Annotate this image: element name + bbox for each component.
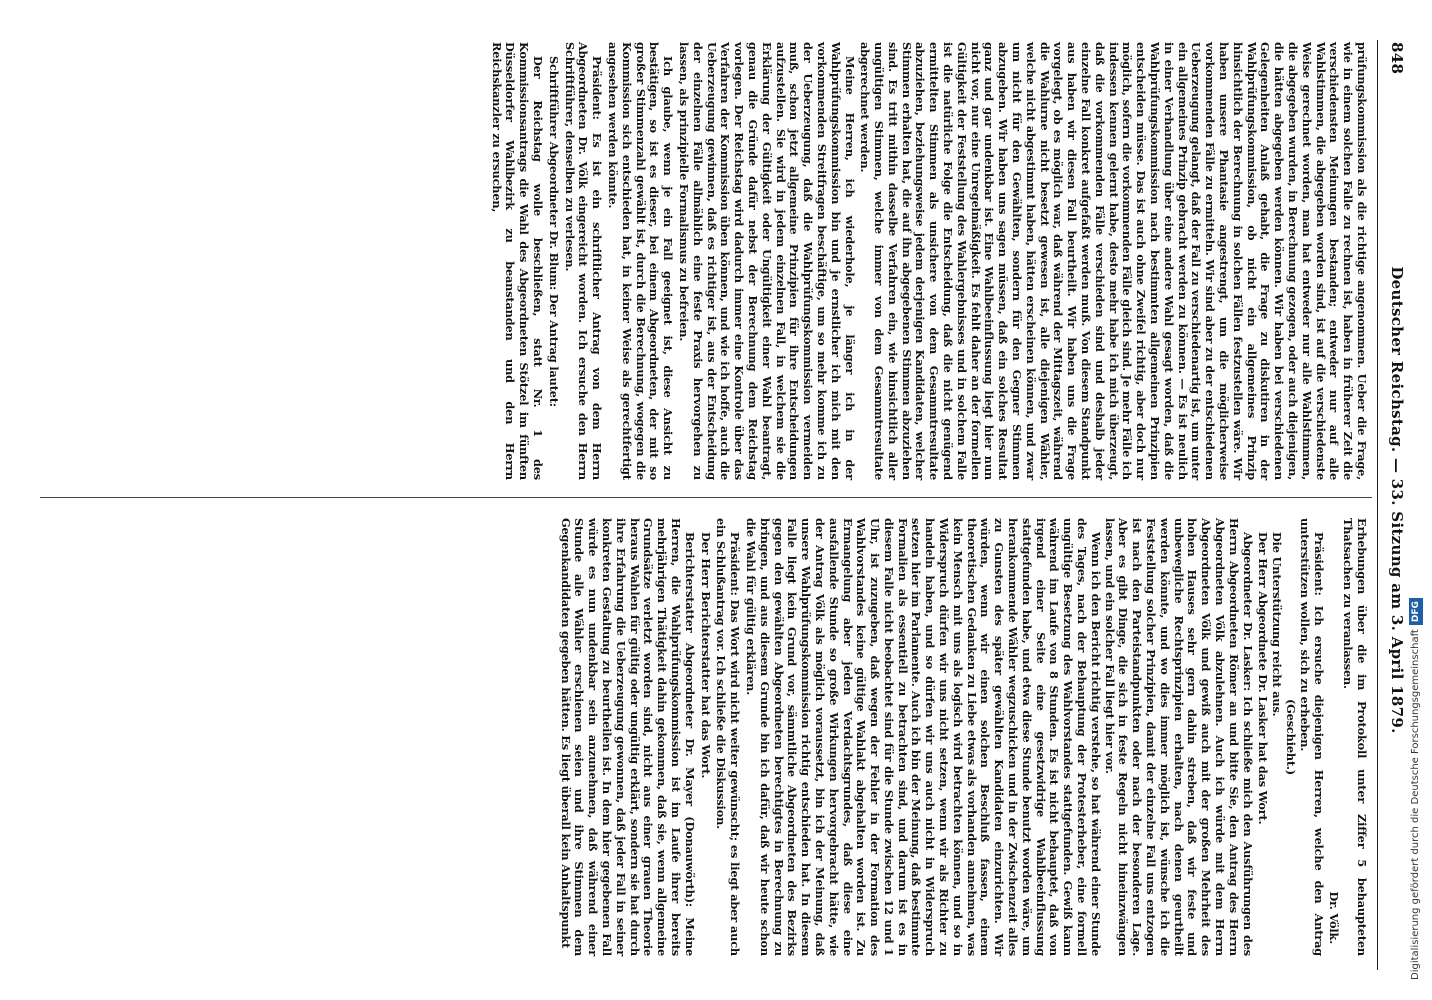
- paragraph: Wenn ich den Bericht richtig verstehe, so hat während einer Stunde des Tages, nach der Behauptung der Protesterheber, eine formell ungültige Besetzung des Wahlvorstandes stattgefunden. Gewiß kann während im Laufe von 8 Stunden. Es ist nicht behauptet, daß von irgend einer Seite eine gesetzwidrige Wahlbeeinflussung stattgefunden habe, und etwa diese Stunde benutzt worden wäre, um herankommende Wähler wegzuschicken und in der Zwischenzeit alles zu Gunsten des später gewählten Kandidaten einzurichten. Wir würden, wenn wir einen solchen Beschluß fassen, einem theoretischen Gedanken zu Liebe etwas als vorhanden annehmen, was kein Mensch mit uns als logisch wird betrachten können, und so in Widerspruch dürfen wir uns nicht setzen, wenn wir als Richter zu handeln haben, und so dürfen wir uns auch nicht in Widerspruch setzen hier im Parlamente. Auch ich bin der Meinung, daß bestimmte Formalien als essentiell zu betrachten sind, und darum ist es in diesem Falle nicht beobachtet sind für die Stunde zwischen 12 und 1 Uhr, ist zuzugeben, daß wegen der Fehler in der Formation des Wahlvorstandes keine gültige Wahlakt abgehalten worden ist. Zu Ermangelung aber jeden Verdachtsgrundes, daß diese eine ausfallende Stunde so große Wirkungen hervorgebracht hätte, wie der Antrag Völk als möglich voraussetzt, bin ich der Meinung, daß unsere Wahlprüfungskommission richtig entschieden hat. In diesem Falle liegt kein Grund vor, sämmtliche Abgeordneten des Bezirks gegen den gewählten Abgeordneten berechtigtes in Berechnung zu bringen, und aus diesem Grunde bin ich dafür, daß wir heute schon die Wahl für gültig erklären.: [743, 518, 1103, 956]
- signature-line: Dr. Völk.: [1327, 891, 1342, 944]
- paragraph: Meine Herren, ich wiederhole, je länger ich in der Wahlprüfungskommission bin und je ernstlicher ich mich mit den vorkommenden Streitfragen beschäftige, um so mehr komme ich zu der Ueberzeugung, daß die Wahlprüfungskommission vermeiden muß, schon jetzt allgemeine Prinzipien für ihre Entscheidungen aufzustellen. Sie wird in jedem einzelnen Fall, in welchem sie die Erklärung der Gültigkeit oder Ungültigkeit einer Wahl beantragt, genau die Gründe dafür nebst der Berechnung dem Reichstag vorlegen. Der Reichstag wird dadurch immer eine Kontrole über das Verfahren der Kommission üben können, und wie ich hoffe, auch die Ueberzeugung gewinnen, daß es richtiger ist, aus der Entscheidung der einzelnen Fälle allmählich eine feste Praxis hervorgehen zu lassen, als prinzipielle Formalismus zu befreien.: [676, 42, 857, 480]
- digitization-note: [1405, 20, 1427, 980]
- paragraph: Abgeordneter Dr. Lasker: Ich schließe mich den Ausführungen des Herrn Abgeordneten Römer an und bitte Sie, den Antrag des Herrn Abgeordneten Völk abzulehnen. Auch ich würde mit dem Herrn Abgeordneten Völk und gewiß auch mit der großen Mehrheit des hohen Hauses sehr gern dahin streben, daß wir feste und unbewegliche Rechtsprinzipien erhalten, nach denen geurtheilt werden könnte, und wo dies immer möglich ist, wünsche ich die Feststellung solcher Prinzipien, damit der einzelne Fall uns entzogen ist nach den Parteistandpunkten oder nach der besonderen Lage. Aber es gibt Dinge, die sich in feste Regeln nicht hineinzwängen lassen, und ein solcher Fall liegt hier vor.: [1102, 518, 1255, 956]
- paragraph: Schriftführer Abgeordneter Dr. Blum: Der Antrag lautet:: [546, 56, 561, 407]
- digitization-note-text: Digitalisierung gefördert durch die Deutsche Forschungsgemeinschaft: [1410, 629, 1421, 980]
- column-divider: [40, 497, 1372, 498]
- header-title: Deutscher Reichstag. — 33. Sitzung am 3. April 1879.: [1388, 266, 1406, 734]
- right-column: [558, 518, 1368, 956]
- paragraph: Präsident: Ich ersuche diejenigen Herren, welche den Antrag unterstützen wollen, sich zu erheben.: [1297, 518, 1326, 956]
- paragraph: Die Unterstützung reicht aus.: [1270, 532, 1285, 717]
- digitization-note-text-wrap: [1405, 20, 1427, 980]
- paragraph: Erhebungen über die im Protokoll unter Ziffer 5 behaupteten Thatsachen zu veranlassen.: [1341, 518, 1369, 956]
- paragraph: Der Herr Berichterstatter hat das Wort.: [698, 532, 713, 779]
- page-number: 848: [1388, 42, 1406, 75]
- dfg-logo: DFG: [1409, 598, 1423, 625]
- stage-direction: (Geschieht.): [1284, 698, 1299, 776]
- paragraph: prüfungskommission als die richtige angenommen. Ueber die Frage, wie in einem solchen Falle zu rechnen ist, haben in früherer Zeit die verschiedensten Meinungen bestanden; entweder nur auf alle Wahlstimmen, die abgegeben worden sind, ist auf die verschiedenste Weise gerechnet worden, man hat entweder nur alle Wahlstimmen, die abgegeben wurden, in Berechnung gezogen, oder auch diejenigen, die hätten abgegeben werden können. Wir haben bei verschiedenen Gelegenheiten Anlaß gehabt, die Frage zu diskutiren in der Wahlprüfungskommission, ob nicht ein allgemeines Prinzip hinsichtlich der Berechnung in solchen Fällen festzustellen wäre. Wir haben unsere Phantasie angestrengt, um die möglicherweise vorkommenden Fälle zu ermitteln. Wir sind aber zu der entschiedenen Ueberzeugung gelangt, daß der Fall zu verschiedenartig ist, um unter ein allgemeines Prinzip gebracht werden zu können. — Es ist neulich in einer Verhandlung über eine andere Wahl gesagt worden, daß die Wahlprüfungskommission nach bestimmten allgemeinen Prinzipien entscheiden müsse. Das ist auch ohne Zweifel richtig, aber doch nur möglich, sofern die vorkommenden Fälle gleich sind. Je mehr Fälle ich indessen kennen gelernt habe, desto mehr habe ich mich überzeugt, daß die vorkommenden Fälle verschieden sind und deshalb jeder einzelne Fall konkret aufgefaßt werden muß. Von diesem Standpunkt aus haben wir diesen Fall beurtheilt. Wir haben uns die Frage vorgelegt, ob es möglich war, daß während der Mittagszeit, während die Wahlurne nicht besetzt gewesen ist, alle diejenigen Wähler, welche nicht abgestimmt haben, hätten erscheinen können, und zwar um nicht für den Gewählten, sondern für den Gegner Stimmen abzugeben. Wir haben uns sagen müssen, daß ein solches Resultat ganz und gar undenkbar ist. Eine Wahlbeeinflussung liegt hier nun nicht vor, nur eine Unregelmäßigkeit. Es fehlt daher an der formellen Gültigkeit der Feststellung des Wahlergebnisses und in solchem Falle ist die natürliche Folge die Entscheidung, daß die nicht genügend ermittelten Stimmen als unsichere von dem Gesammtresultate abzuziehen, beziehungsweise jedem derjenigen Kandidaten, welcher Stimmen erhalten hat, die auf ihn abgegebenen Stimmen abzuziehen sind. Es tritt mithin dasselbe Verfahren ein, wie hinsichtlich aller ungültigen Stimmen, welche immer von dem Gesammtresultate abgerechnet werden.: [858, 42, 1369, 480]
- paragraph: Präsident: Das Wort wird nicht weiter gewünscht; es liegt aber auch ein Schlußantrag vor. Ich schließe die Diskussion.: [714, 518, 743, 956]
- left-column: [489, 42, 1368, 480]
- paragraph: Der Reichstag wolle beschließen, statt Nr. 1 des Kommissionsantrags die Wahl des Abgeordneten Stötzel im fünften Düsseldorfer Wahlbezirk zu beanstanden und den Herrn Reichskanzler zu ersuchen,: [489, 42, 545, 480]
- paragraph: Der Herr Abgeordnete Dr. Lasker hat das Wort.: [1256, 532, 1271, 825]
- header-rule: [1377, 40, 1378, 970]
- paragraph: Präsident: Es ist ein schriftlicher Antrag von dem Herrn Abgeordneten Dr. Völk eingereicht worden. Ich ersuche den Herrn Schriftführer, denselben zu verlesen.: [562, 42, 605, 480]
- paragraph: Berichterstatter Abgeordneter Dr. Mayer (Donauwörth): Meine Herren, die Wahlprüfungskommission ist im Laufe ihrer bereits mehrjährigen Thätigkeit dahin gekommen, daß sie, wenn allgemeine Grundsätze verletzt worden sind, nicht aus einer grauen Theorie heraus Wahlen für gültig oder ungültig erklärt, sondern sie hat durch ihre Erfahrung die Ueberzeugung gewonnen, daß jeder Fall in seiner konkreten Gestaltung zu beurtheilen ist. In dem hier gegebenen Fall würde es nun undenkbar sein anzunehmen, daß während einer Stunde alle Wähler erschienen seien und ihre Stimmen dem Gegenkandidaten gegeben hätten. Es liegt überall kein Anhaltspunkt: [558, 518, 697, 956]
- paragraph: Ich glaube, wenn je ein Fall geeignet ist, diese Ansicht zu bestätigen, so ist es dieser, bei einem Abgeordneten, der mit so großer Stimmenzahl gewählt ist, durch die Berechnung, wogegen die Kommission sich entschieden hat, in keiner Weise als gerechtfertigt angesehen werden könnte.: [605, 42, 676, 480]
